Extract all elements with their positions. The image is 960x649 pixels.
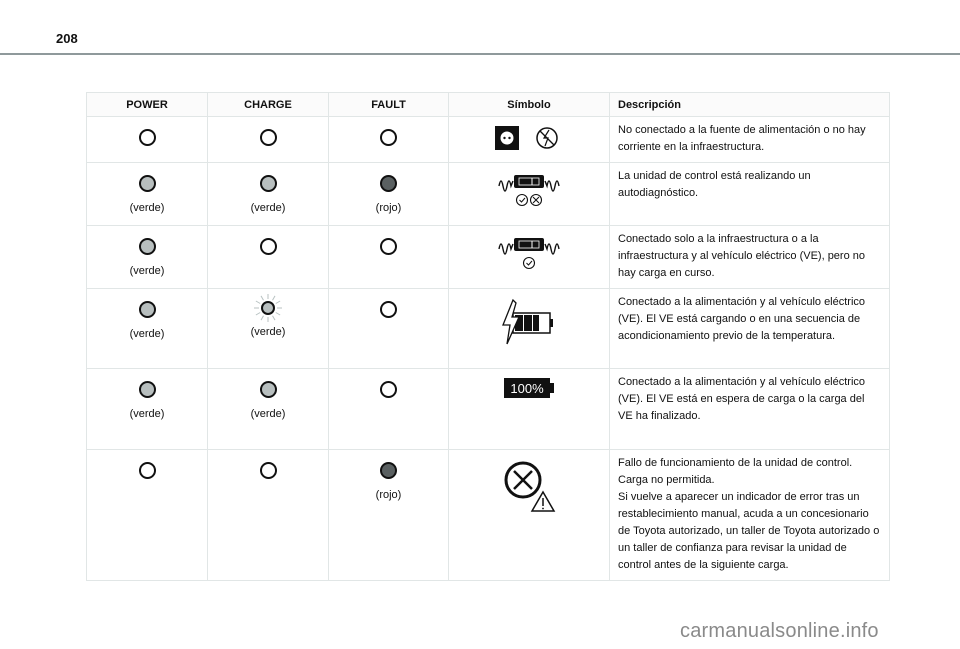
description-cell (610, 289, 890, 369)
charge-led-label: (verde) (250, 408, 286, 420)
battery-percent: 100% (510, 381, 544, 396)
charging-battery-icon (499, 338, 559, 350)
description-text: No conectado a la fuente de alimentación o no hay corriente en la infraestructura. (618, 124, 866, 153)
fault-led-label: (rojo) (375, 489, 402, 501)
led-green-icon (260, 381, 277, 398)
symbol-cell (449, 226, 610, 289)
self-diagnosis-icon (497, 198, 561, 210)
table-row (87, 117, 890, 163)
blinking-led-icon (253, 293, 283, 323)
symbol-cell (449, 450, 610, 581)
description-cell (610, 369, 890, 450)
header-fault: FAULT (329, 93, 449, 117)
led-off-icon (380, 238, 397, 255)
led-off-icon (260, 129, 277, 146)
charge-led-cell (208, 289, 329, 369)
power-led-cell (87, 117, 208, 163)
charge-led-cell (208, 226, 329, 289)
led-green-icon (139, 301, 156, 318)
power-led-cell (87, 289, 208, 369)
header-description: Descripción (610, 93, 890, 117)
description-text: Conectado solo a la infraestructura o a la infraestructura y al vehículo eléctrico (VE), pero no hay carga en curso. (618, 233, 866, 279)
power-led-cell (87, 369, 208, 450)
fault-led-cell (329, 450, 449, 581)
description-text: La unidad de control está realizando un autodiagnóstico. (618, 170, 811, 199)
charge-led-cell (208, 450, 329, 581)
led-off-icon (260, 238, 277, 255)
header-rule (0, 53, 960, 55)
charge-led-cell (208, 163, 329, 226)
description-cell (610, 163, 890, 226)
fault-led-label: (rojo) (375, 202, 402, 214)
table-row (87, 450, 890, 581)
led-status-table (86, 92, 890, 581)
led-green-icon (139, 381, 156, 398)
description-cell (610, 226, 890, 289)
table-row (87, 226, 890, 289)
header-charge: CHARGE (208, 93, 329, 117)
description-cell (610, 450, 890, 581)
watermark: carmanualsonline.info (680, 620, 879, 642)
fault-led-cell (329, 117, 449, 163)
description-text: Conectado a la alimentación y al vehículo eléctrico (VE). El VE está en espera de carga o la carga del VE ha finalizado. (618, 376, 866, 422)
led-red-icon (380, 175, 397, 192)
no-power-icon (489, 142, 569, 154)
led-off-icon (139, 129, 156, 146)
fault-led-cell (329, 226, 449, 289)
fault-led-cell (329, 289, 449, 369)
led-green-icon (139, 238, 156, 255)
table-header-row (87, 93, 890, 117)
description-text: Conectado a la alimentación y al vehículo eléctrico (VE). El VE está cargando o en una secuencia de acondicionamiento previo de la temperatura. (618, 296, 866, 342)
led-off-icon (260, 462, 277, 479)
power-led-label: (verde) (129, 408, 165, 420)
fault-led-cell (329, 163, 449, 226)
page-number: 208 (56, 31, 78, 46)
power-led-cell (87, 163, 208, 226)
symbol-cell (449, 163, 610, 226)
symbol-cell (449, 289, 610, 369)
header-power: POWER (87, 93, 208, 117)
led-red-icon (380, 462, 397, 479)
fault-led-cell (329, 369, 449, 450)
power-led-cell (87, 226, 208, 289)
symbol-cell (449, 117, 610, 163)
power-led-label: (verde) (129, 265, 165, 277)
table-row (87, 163, 890, 226)
symbol-cell (449, 369, 610, 450)
charge-led-cell (208, 117, 329, 163)
led-green-icon (260, 175, 277, 192)
battery-full-icon (503, 381, 555, 402)
power-led-label: (verde) (129, 328, 165, 340)
fault-warning-icon (501, 505, 557, 517)
charge-led-label: (verde) (250, 202, 286, 214)
table-row (87, 289, 890, 369)
table-row (87, 369, 890, 450)
header-symbol: Símbolo (449, 93, 610, 117)
charge-led-label: (verde) (250, 326, 286, 338)
led-off-icon (380, 381, 397, 398)
power-led-label: (verde) (129, 202, 165, 214)
led-green-icon (139, 175, 156, 192)
led-off-icon (380, 129, 397, 146)
description-cell (610, 117, 890, 163)
charge-led-cell (208, 369, 329, 450)
led-off-icon (139, 462, 156, 479)
description-text: Fallo de funcionamiento de la unidad de control. Carga no permitida. Si vuelve a aparecer un indicador de error tras un restablecimiento manual, acuda a un concesionario de Toyota autorizado, un taller de Toyota autorizado o un taller de confianza para revisar la unidad de control antes de la siguiente carga. (618, 457, 880, 571)
connected-icon (497, 261, 561, 273)
led-off-icon (380, 301, 397, 318)
power-led-cell (87, 450, 208, 581)
